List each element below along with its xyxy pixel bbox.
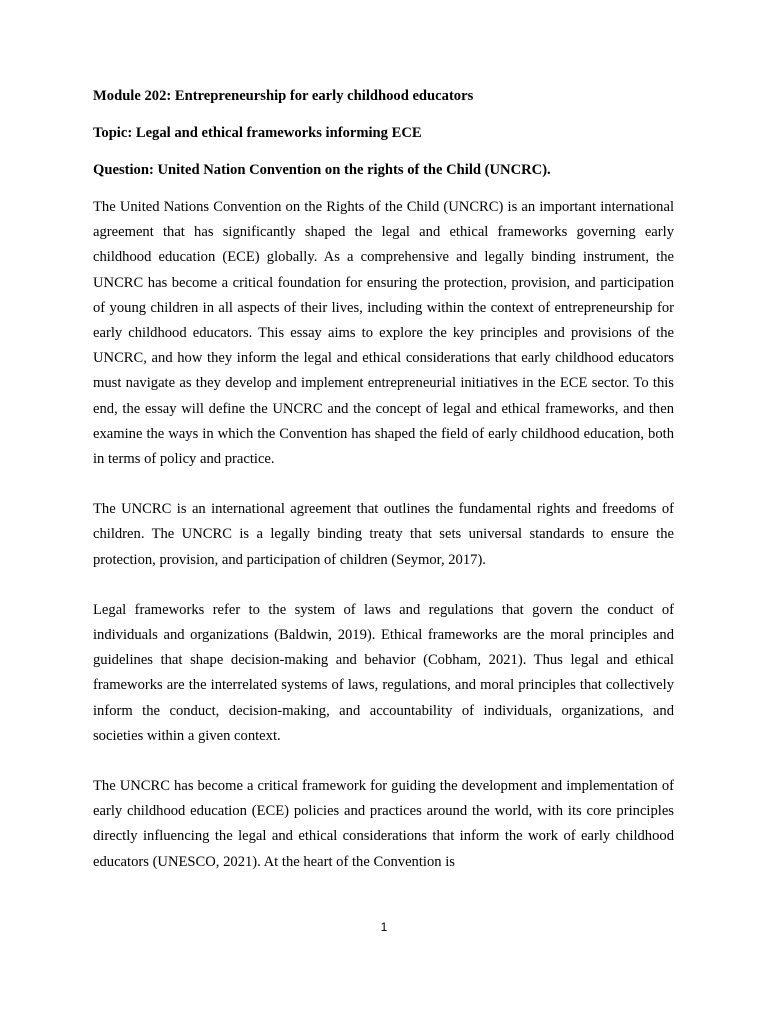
topic-heading: Topic: Legal and ethical frameworks informing ECE [93,125,422,141]
paragraph-uncrc-definition: The UNCRC is an international agreement that outlines the fundamental rights and freedoms of children. The UNCRC is a legally binding treaty that sets universal standards to ensure the protection, provision, and participation of children (Seymor, 2017). [93,501,674,568]
module-heading: Module 202: Entrepreneurship for early childhood educators [93,88,474,104]
paragraph-introduction: The United Nations Convention on the Rights of the Child (UNCRC) is an important international agreement that has significantly shaped the legal and ethical frameworks governing early childhood education (ECE) globally. As a comprehensive and legally binding instrument, the UNCRC has become a critical foundation for ensuring the protection, provision, and participation of young children in all aspects of their lives, including within the context of entrepreneurship for early childhood educators. This essay aims to explore the key principles and provisions of the UNCRC, and how they inform the legal and ethical considerations that early childhood educators must navigate as they develop and implement entrepreneurial initiatives in the ECE sector. To this end, the essay will define the UNCRC and the concept of legal and ethical frameworks, and then examine the ways in which the Convention has shaped the field of early childhood education, both in terms of policy and practice. [93,199,674,468]
page-number: 1 [380,920,388,934]
paragraph-frameworks-definition: Legal frameworks refer to the system of laws and regulations that govern the conduct of individuals and organizations (Baldwin, 2019). Ethical frameworks are the moral principles and guidelines that shape decision-making and behavior (Cobham, 2021). Thus legal and ethical frameworks are the interrelated systems of laws, regulations, and moral principles that collectively inform the conduct, decision-making, and accountability of individuals, organizations, and societies within a given context. [93,601,674,744]
document-body [93,86,674,900]
question-heading: Question: United Nation Convention on the rights of the Child (UNCRC). [93,162,551,178]
paragraph-uncrc-ece: The UNCRC has become a critical framework for guiding the development and implementation of early childhood education (ECE) policies and practices around the world, with its core principles directly influencing the legal and ethical considerations that inform the work of early childhood educators (UNESCO, 2021). At the heart of the Convention is [93,778,674,870]
